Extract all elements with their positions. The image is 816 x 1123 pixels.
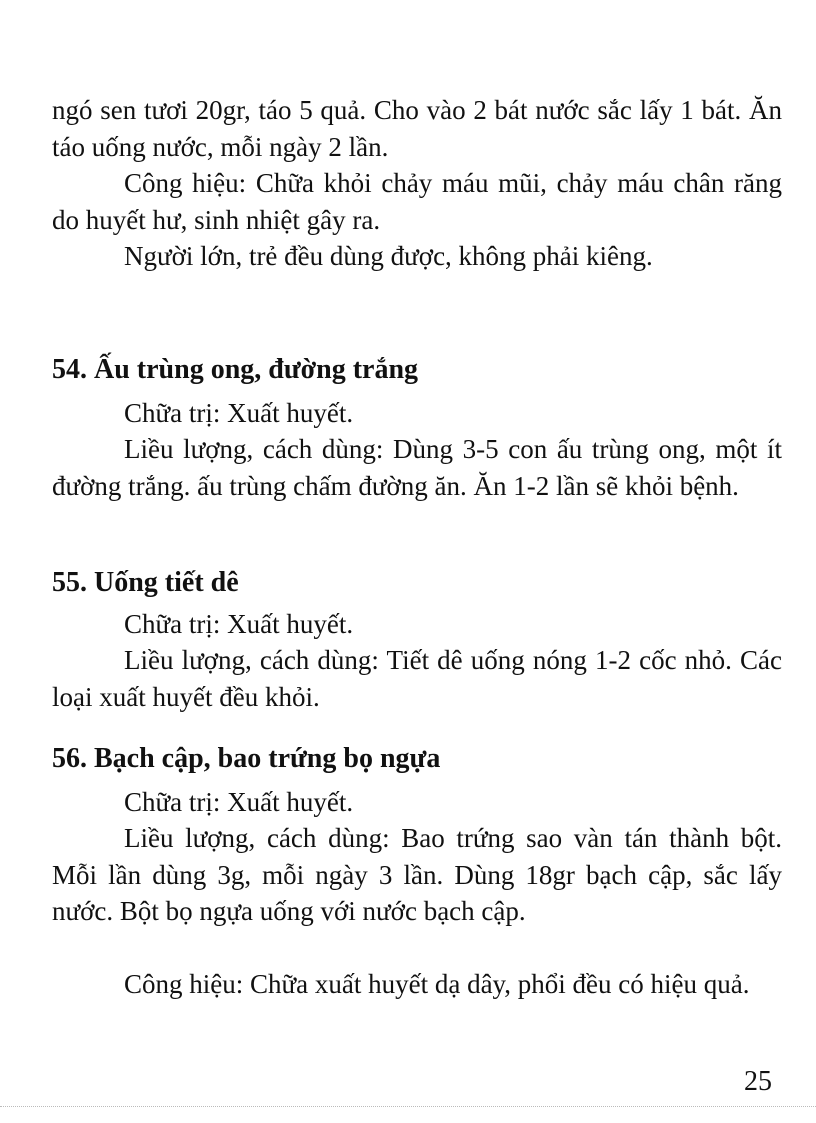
intro-paragraph-note: Người lớn, trẻ đều dùng được, không phải kiêng. bbox=[124, 241, 653, 271]
section-56-effect: Công hiệu: Chữa xuất huyết dạ dây, phổi đều có hiệu quả. bbox=[124, 969, 750, 999]
section-54-heading: 54. Ấu trùng ong, đường trắng bbox=[52, 354, 419, 385]
intro-paragraph-effect: Công hiệu: Chữa khỏi chảy máu mũi, chảy máu chân răng do huyết hư, sinh nhiệt gây ra. bbox=[52, 168, 782, 235]
section-54-treatment: Chữa trị: Xuất huyết. bbox=[124, 398, 354, 428]
section-56-treatment: Chữa trị: Xuất huyết. bbox=[124, 787, 354, 817]
scan-edge-divider bbox=[0, 1106, 816, 1107]
section-54-dosage: Liều lượng, cách dùng: Dùng 3-5 con ấu trùng ong, một ít đường trắng. ấu trùng chấm đường ăn. Ăn 1-2 lần sẽ khỏi bệnh. bbox=[52, 434, 782, 501]
intro-paragraph-continued: ngó sen tươi 20gr, táo 5 quả. Cho vào 2 bát nước sắc lấy 1 bát. Ăn táo uống nước, mỗi ngày 2 lần. bbox=[52, 95, 782, 162]
section-55-dosage: Liều lượng, cách dùng: Tiết dê uống nóng 1-2 cốc nhỏ. Các loại xuất huyết đều khỏi. bbox=[52, 645, 782, 712]
section-55-treatment: Chữa trị: Xuất huyết. bbox=[124, 609, 354, 639]
section-55-heading: 55. Uống tiết dê bbox=[52, 567, 239, 598]
section-56-heading: 56. Bạch cập, bao trứng bọ ngựa bbox=[52, 743, 441, 774]
page-number: 25 bbox=[744, 1066, 772, 1097]
section-56-dosage: Liều lượng, cách dùng: Bao trứng sao vàn tán thành bột. Mỗi lần dùng 3g, mỗi ngày 3 lần. Dùng 18gr bạch cập, sắc lấy nước. Bột bọ ngựa uống với nước bạch cập. bbox=[52, 823, 782, 926]
